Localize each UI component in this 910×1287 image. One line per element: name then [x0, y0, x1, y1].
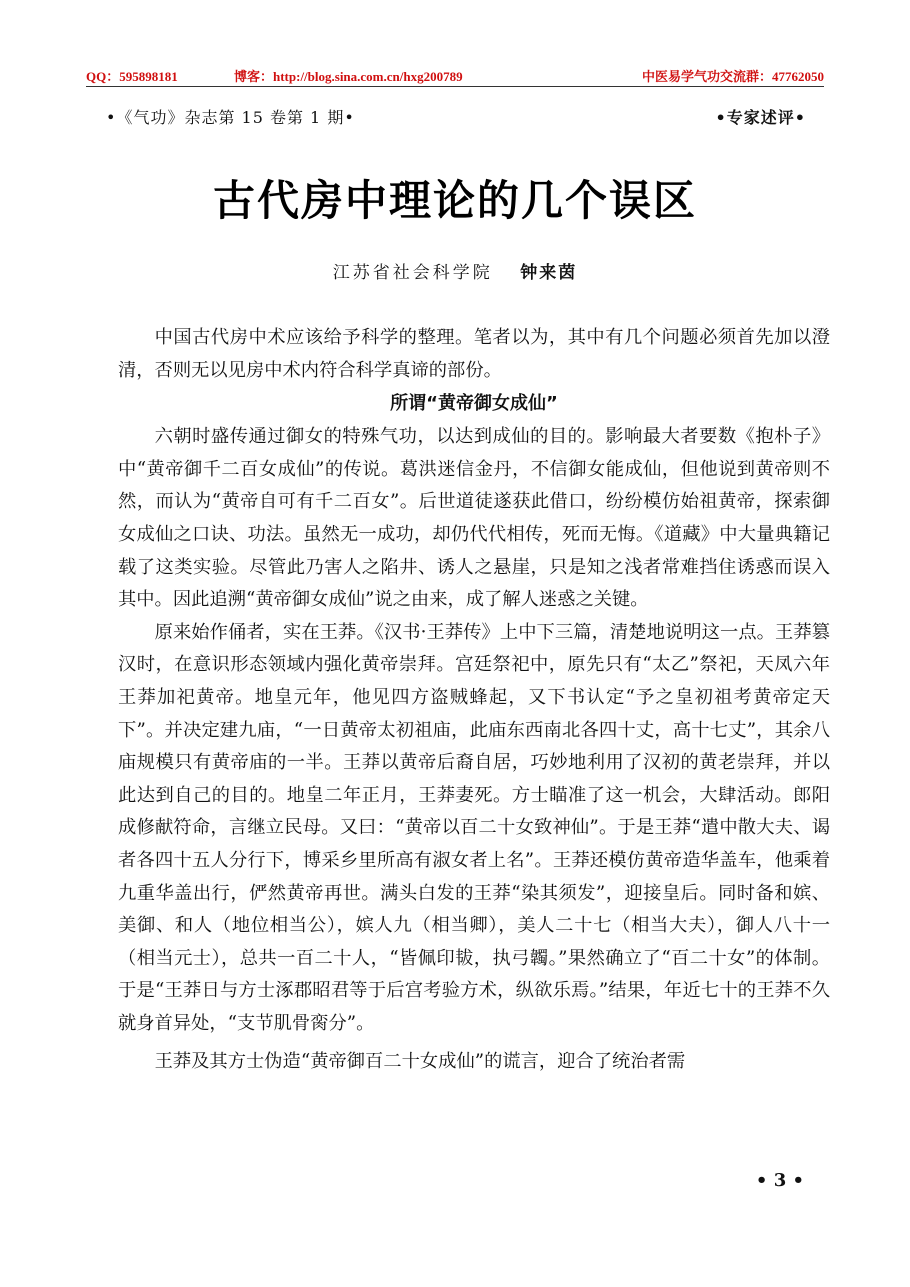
author-name: 钟来茵 [520, 263, 578, 283]
article-title: 古代房中理论的几个误区 [212, 176, 697, 225]
section-label: •专家述评• [715, 108, 806, 127]
journal-line: •《气功》杂志第 15 卷第 1 期• [106, 108, 355, 127]
header-blog-link[interactable]: 博客：http://blog.sina.com.cn/hxg200789 [234, 69, 463, 84]
header-divider [86, 86, 824, 87]
section-heading: 所谓“黄帝御女成仙” [390, 393, 558, 415]
header-group: 中医易学气功交流群：47762050 [641, 69, 824, 84]
paragraph: 原来始作俑者，实在王莽。《汉书·王莽传》上中下三篇，清楚地说明这一点。王莽篡汉时，在意识形态领域内强化黄帝崇拜。宫廷祭祀中，原先只有“太乙”祭祀，天凤六年王莽加祀黄帝。地皇元年，他见四方盗贼蜂起，又下书认定“予之皇初祖考黄帝定天下”。并决定建九庙，“一日黄帝太初祖庙，此庙东西南北各四十丈，高十七丈”，其余八庙规模只有黄帝庙的一半。王莽以黄帝后裔自居，巧妙地利用了汉初的黄老崇拜，并以此达到自己的目的。地皇二年正月，王莽妻死。方士瞄准了这一机会，大肆活动。郎阳成修献符命，言继立民母。又曰：“黄帝以百二十女致神仙”。于是王莽“遣中散大夫、谒者各四十五人分行下，博采乡里所高有淑女者上名”。王莽还模仿黄帝造华盖车，他乘着九重华盖出行，俨然黄帝再世。满头白发的王莽“染其须发”，迎接皇后。同时备和嫔、美御、和人（地位相当公），嫔人九（相当卿），美人二十七（相当大夫），御人八十一（相当元士），总共一百二十人，“皆佩印韨，执弓韣。”果然确立了“百二十女”的体制。于是“王莽日与方士涿郡昭君等于后宫考验方术，纵欲乐焉。”结果，年近七十的王莽不久就身首异处，“支节肌骨脔分”。 [118, 621, 830, 1034]
byline [0, 258, 910, 283]
paragraph: 中国古代房中术应该给予科学的整理。笔者以为，其中有几个问题必须首先加以澄清，否则无以见房中术内符合科学真谛的部份。 [118, 327, 830, 381]
author-institution: 江苏省社会科学院 [332, 263, 493, 283]
header-bar [86, 66, 824, 86]
page-number: • 3 • [755, 1170, 804, 1191]
paragraph: 六朝时盛传通过御女的特殊气功，以达到成仙的目的。影响最大者要数《抱朴子》中“黄帝御千二百女成仙”的传说。葛洪迷信金丹，不信御女能成仙，但他说到黄帝则不然，而认为“黄帝自可有千二百女”。后世道徒遂获此借口，纷纷模仿始祖黄帝，探索御女成仙之口诀、功法。虽然无一成功，却仍代代相传，死而无悔。《道藏》中大量典籍记载了这类实验。尽管此乃害人之陷井、诱人之悬崖，只是知之浅者常难挡住诱惑而误入其中。因此追溯“黄帝御女成仙”说之由来，成了解人迷惑之关键。 [118, 426, 830, 611]
header-qq: QQ：595898181 [86, 69, 178, 84]
article-body [118, 322, 830, 1079]
paragraph: 王莽及其方士伪造“黄帝御百二十女成仙”的谎言，迎合了统治者需 [154, 1051, 686, 1073]
